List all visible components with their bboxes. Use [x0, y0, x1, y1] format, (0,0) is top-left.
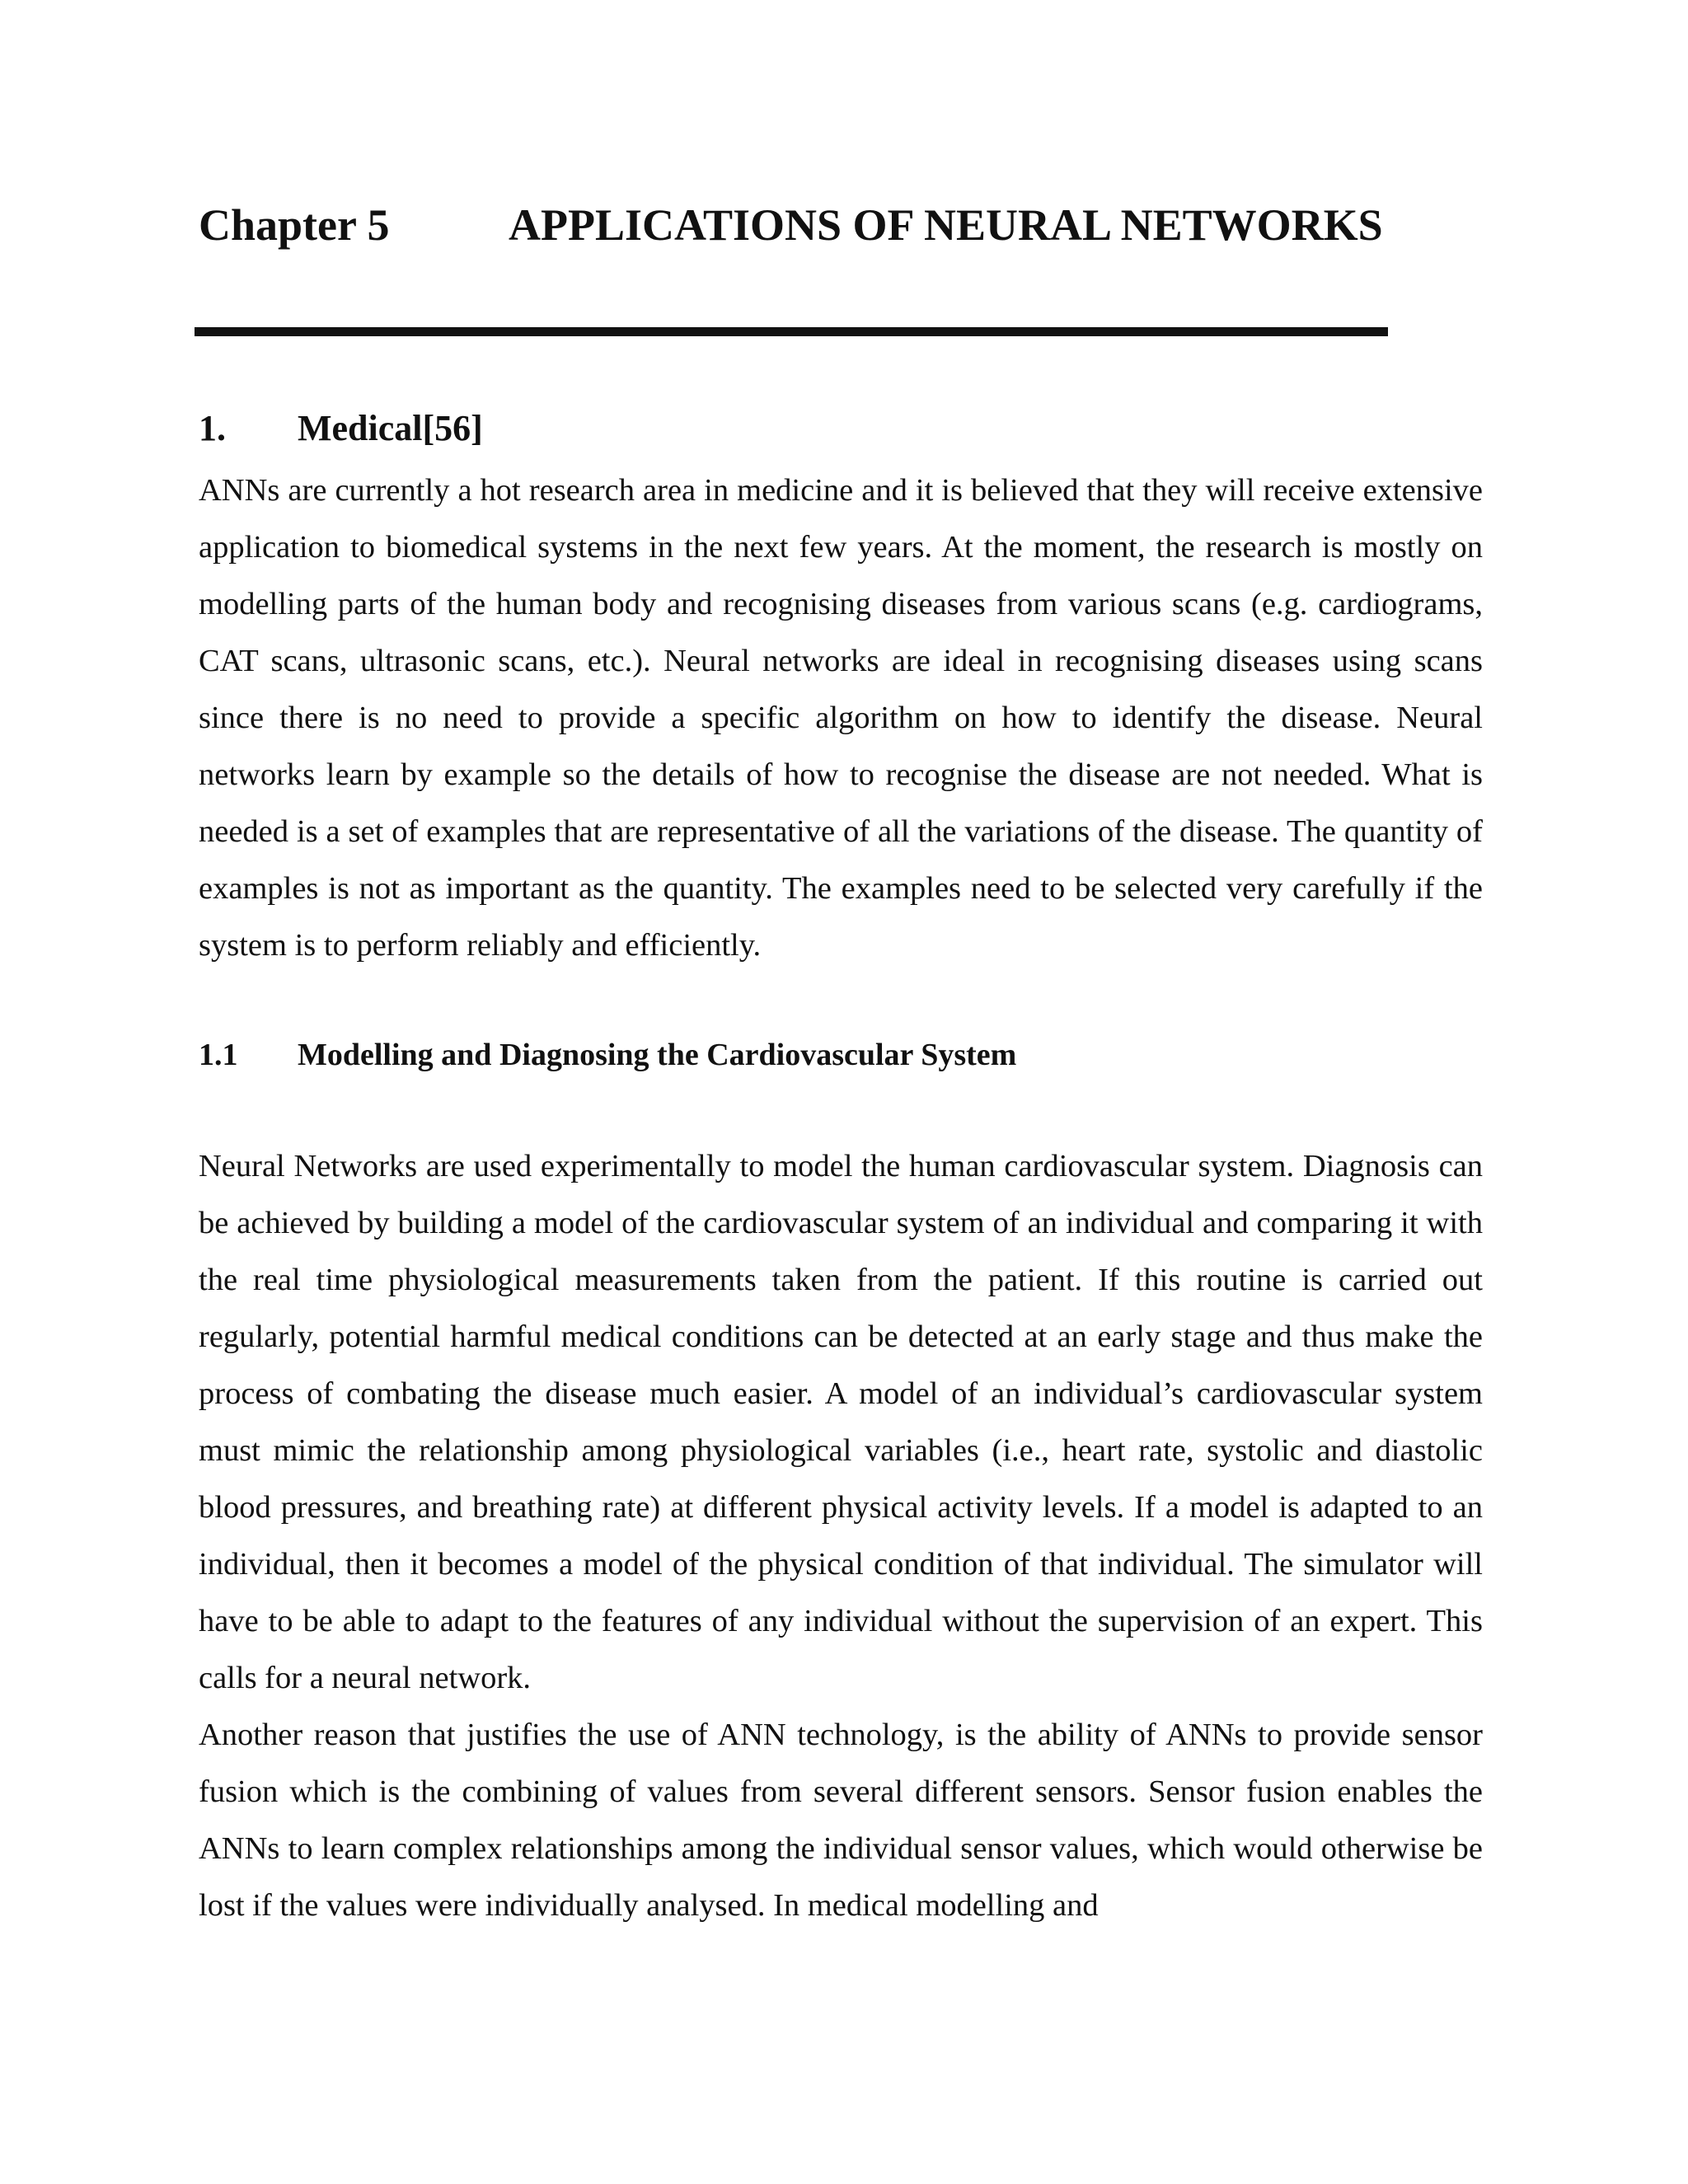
paragraph-cardio-model: Neural Networks are used experimentally to model the human cardiovascular system. Diagnosis can be achieved by building a model of the cardiovascular system of an individual and comparing it with the real time physiological measurements taken from the patient. If this routine is carried out regularly, potential harmful medical conditions can be detected at an early stage and thus make the process of combating the disease much easier. A model of an individual’s cardiovascular system must mimic the relationship among physiological variables (i.e., heart rate, systolic and diastolic blood pressures, and breathing rate) at different physical activity levels. If a model is adapted to an individual, then it becomes a model of the physical condition of that individual. The simulator will have to be able to adapt to the features of any individual without the supervision of an expert. This calls for a neural network. — [199, 1149, 1483, 1695]
section-heading — [199, 401, 940, 456]
subsection-number: 1.1 — [199, 1038, 238, 1072]
section-title: Medical[56] — [298, 408, 483, 448]
paragraph-sensor-fusion: Another reason that justifies the use of ANN technology, is the ability of ANNs to provide sensor fusion which is the combining of values from several different sensors. Sensor fusion enables the ANNs to learn complex relationships among the individual sensor values, which would otherwise be lost if the values were individually analysed. In medical modelling and — [199, 1718, 1483, 1923]
subsection-heading — [199, 1030, 1353, 1080]
chapter-divider-rule — [195, 327, 1388, 336]
paragraph-medical-intro: ANNs are currently a hot research area in medicine and it is believed that they will receive extensive application to biomedical systems in the next few years. At the moment, the research is mostly on modelling parts of the human body and recognising diseases from various scans (e.g. cardiograms, CAT scans, ultrasonic scans, etc.). Neural networks are ideal in recognising diseases using scans since there is no need to provide a specific algorithm on how to identify the disease. Neural networks learn by example so the details of how to recognise the disease are not needed. What is needed is a set of examples that are representative of all the variations of the disease. The quantity of examples is not as important as the quantity. The examples need to be selected very carefully if the system is to perform reliably and efficiently. — [199, 473, 1483, 963]
chapter-label: Chapter 5 — [199, 200, 390, 250]
subsection-title: Modelling and Diagnosing the Cardiovascular System — [298, 1038, 1017, 1072]
chapter-heading — [199, 188, 1435, 262]
chapter-title: APPLICATIONS OF NEURAL NETWORKS — [509, 200, 1383, 250]
section-number: 1. — [199, 408, 226, 448]
